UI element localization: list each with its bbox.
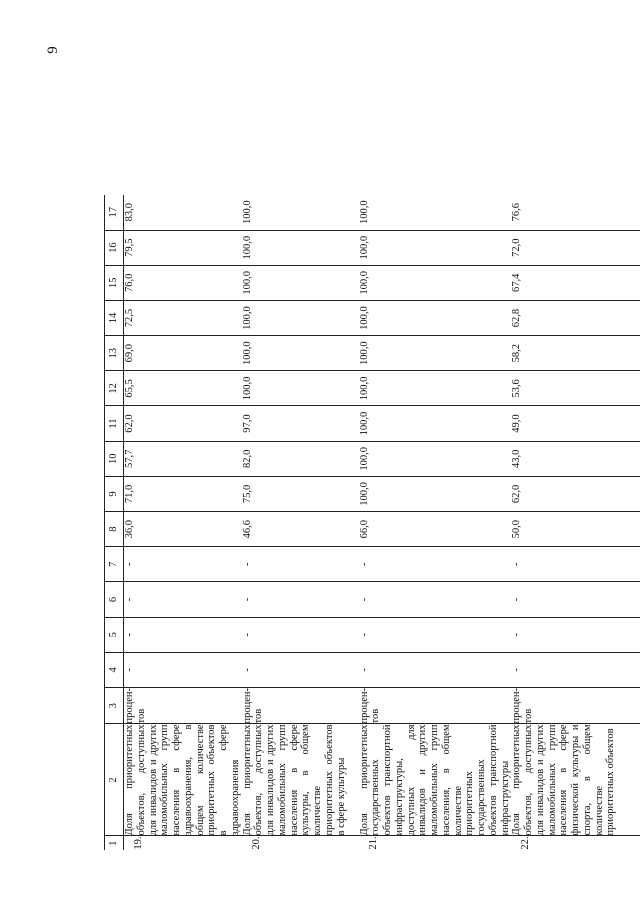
column-header: 10: [105, 441, 124, 476]
value-cell: 100,0: [242, 265, 359, 300]
value-cell: 53,6: [511, 371, 640, 406]
value-cell: 69,0: [124, 336, 242, 371]
indicator-name: Доля приоритетных государственных объектов транспортной инфраструктуры, доступных для инвалидов и других маломобильных групп населения, в общем количестве приоритетных государственных объектов транспортной инфраструктуры: [358, 724, 511, 836]
table-row: [511, 195, 640, 850]
value-cell: 49,0: [511, 406, 640, 441]
value-cell: -: [242, 547, 359, 582]
row-number: 19.: [133, 836, 144, 850]
value-cell: 46,6: [242, 512, 359, 547]
value-cell: -: [242, 652, 359, 687]
value-cell: -: [511, 582, 640, 617]
value-cell: 100,0: [359, 195, 512, 230]
value-cell: 100,0: [359, 230, 512, 265]
row-number: 22.: [520, 836, 532, 850]
value-cell: 72,5: [124, 300, 242, 335]
value-cell: -: [124, 582, 242, 617]
value-cell: 100,0: [359, 441, 512, 476]
unit-cell: процен-тов: [242, 687, 359, 724]
value-cell: 76,0: [124, 265, 242, 300]
value-cell: -: [359, 652, 512, 687]
value-cell: 71,0: [124, 476, 242, 511]
column-header: 17: [105, 195, 124, 230]
row-number: 20.: [250, 836, 262, 850]
value-cell: -: [511, 617, 640, 652]
value-cell: -: [359, 582, 512, 617]
value-cell: 83,0: [124, 195, 242, 230]
value-cell: 62,0: [511, 476, 640, 511]
value-cell: 79,5: [124, 230, 242, 265]
row-number: 21.: [367, 836, 379, 850]
value-cell: -: [124, 652, 242, 687]
column-header: 15: [105, 265, 124, 300]
column-header: 12: [105, 371, 124, 406]
table-row: [359, 195, 512, 850]
value-cell: 100,0: [359, 406, 512, 441]
column-header: 8: [105, 512, 124, 547]
page-number: 9: [45, 46, 61, 54]
value-cell: 100,0: [242, 371, 359, 406]
column-header: 9: [105, 476, 124, 511]
value-cell: 58,2: [511, 336, 640, 371]
value-cell: 62,0: [124, 406, 242, 441]
column-header: 2: [105, 724, 124, 836]
value-cell: 100,0: [242, 300, 359, 335]
value-cell: 100,0: [359, 336, 512, 371]
column-header: 4: [105, 652, 124, 687]
value-cell: 66,0: [359, 512, 512, 547]
value-cell: -: [124, 617, 242, 652]
indicator-name: Доля приоритетных объектов, доступных для инвалидов и других маломобильных групп населения в сфере физической культуры и спорта, в общем количестве приоритетных объектов: [511, 724, 640, 836]
table-row: [242, 195, 359, 850]
value-cell: 76,6: [511, 195, 640, 230]
value-cell: 100,0: [242, 195, 359, 230]
value-cell: -: [359, 547, 512, 582]
value-cell: -: [359, 617, 512, 652]
column-header: 16: [105, 230, 124, 265]
value-cell: 65,5: [124, 371, 242, 406]
value-cell: -: [242, 617, 359, 652]
value-cell: 82,0: [242, 441, 359, 476]
value-cell: 100,0: [359, 371, 512, 406]
value-cell: 97,0: [242, 406, 359, 441]
column-header: 14: [105, 300, 124, 335]
value-cell: 50,0: [511, 512, 640, 547]
value-cell: 43,0: [511, 441, 640, 476]
unit-cell: процен-тов: [359, 687, 512, 724]
value-cell: -: [124, 547, 242, 582]
value-cell: 36,0: [124, 512, 242, 547]
value-cell: 100,0: [359, 476, 512, 511]
value-cell: 100,0: [359, 300, 512, 335]
header-row: [105, 195, 124, 850]
unit-cell: процен-тов: [124, 687, 242, 724]
value-cell: 67,4: [511, 265, 640, 300]
value-cell: 62,8: [511, 300, 640, 335]
value-cell: 57,7: [124, 441, 242, 476]
value-cell: 100,0: [242, 230, 359, 265]
column-header: 11: [105, 406, 124, 441]
value-cell: 100,0: [242, 336, 359, 371]
column-header: 7: [105, 547, 124, 582]
column-header: 3: [105, 687, 124, 724]
column-header: 5: [105, 617, 124, 652]
unit-cell: процен-тов: [511, 687, 640, 724]
value-cell: -: [511, 652, 640, 687]
column-header: 13: [105, 336, 124, 371]
column-header: 6: [105, 582, 124, 617]
indicator-name: Доля приоритетных объектов, доступных для инвалидов и других маломобильных групп населения в сфере здравоохранения, в общем количестве приоритетных объектов в сфере здравоохранения: [124, 724, 241, 836]
value-cell: -: [242, 582, 359, 617]
value-cell: -: [511, 547, 640, 582]
indicator-name: Доля приоритетных объектов, доступных для инвалидов и других маломобильных групп населения в сфере культуры, в общем количестве приоритетных объектов в сфере культуры: [242, 724, 359, 836]
column-header: 1: [105, 836, 124, 850]
table-row: [124, 195, 242, 850]
indicator-table: [104, 195, 640, 850]
value-cell: 75,0: [242, 476, 359, 511]
value-cell: 72,0: [511, 230, 640, 265]
value-cell: 100,0: [359, 265, 512, 300]
